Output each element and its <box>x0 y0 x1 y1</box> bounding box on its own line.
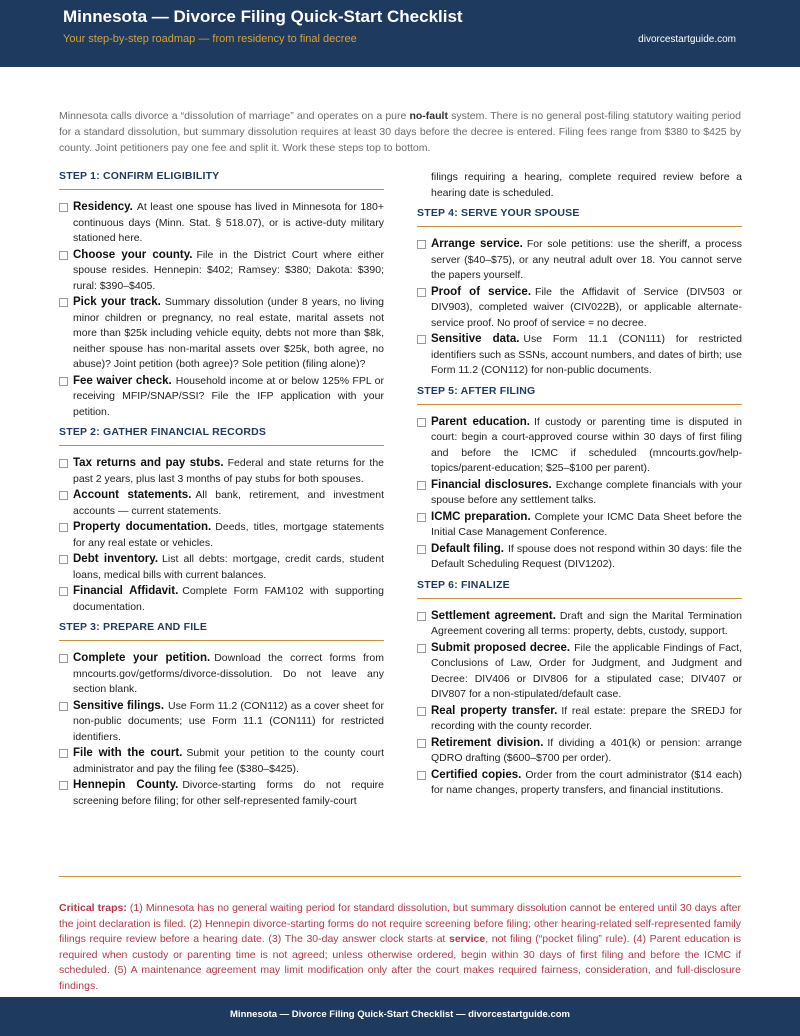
checklist-item <box>59 200 384 247</box>
item-text: If real estate: prepare the SREDJ for recording with the county recorder. <box>431 704 742 732</box>
checkbox[interactable] <box>417 644 426 653</box>
item-text: If spouse does not respond within 30 days: file the Default Scheduling Request (DIV1202). <box>431 542 742 570</box>
page-subtitle: Your step-by-step roadmap — from residency to final decree <box>63 33 357 45</box>
checkbox[interactable] <box>417 513 426 522</box>
item-lead: Pick your track. <box>73 296 161 308</box>
section-divider <box>59 876 741 877</box>
checklist-item <box>417 237 742 284</box>
item-lead: Fee waiver check. <box>73 374 172 387</box>
item-lead: Complete your petition. <box>73 652 211 664</box>
item-text: Order from the court administrator ($14 each) for name changes, property transfers, and financial institutions. <box>431 768 742 796</box>
item-lead: Debt inventory. <box>73 553 159 565</box>
item-text: Use Form 11.1 (CON111) for restricted identifiers such as SSNs, account numbers, and dates of birth; use Form 11.2 (CON112) for non-public documents. <box>431 333 742 376</box>
item-text: List all debts: mortgage, credit cards, student loans, medical bills with current balances. <box>73 553 384 581</box>
page-header <box>0 0 800 67</box>
checkbox[interactable] <box>59 654 68 663</box>
item-lead: ICMC preparation. <box>431 510 531 523</box>
checklist-item <box>59 374 384 421</box>
checkbox[interactable] <box>59 749 68 758</box>
checkbox[interactable] <box>59 377 68 386</box>
traps-emphasis: service <box>449 933 486 945</box>
checkbox[interactable] <box>417 545 426 554</box>
traps-text-2: , not filing (“pocket filing” rule). (4) Parent education is required when custody or parenting time is not agreed; unless otherwise ordered, begin within 30 days of first filing and before the ICMC if scheduled. (5) A maintenance agreement may limit modification only after the court makes required fairness, consideration, and full-disclosure findings. <box>59 933 741 992</box>
intro-text-1: Minnesota calls divorce a “dissolution of marriage” and operates on a pure <box>59 110 410 122</box>
step-5-title: STEP 5: AFTER FILING <box>417 385 742 405</box>
item-text: Federal and state returns for the past 2 years, plus last 3 months of pay stubs for both spouses. <box>73 457 384 485</box>
checklist-item <box>59 552 384 583</box>
checkbox[interactable] <box>59 251 68 260</box>
checkbox[interactable] <box>417 739 426 748</box>
traps-label: Critical traps: <box>59 902 127 914</box>
item-text: Draft and sign the Marital Termination Agreement covering all terms: property, debts, custody, support. <box>431 609 742 637</box>
checkbox[interactable] <box>59 702 68 711</box>
item-lead: Submit proposed decree. <box>431 641 571 654</box>
checklist-item <box>59 746 384 777</box>
right-column <box>417 170 742 800</box>
item-lead: Tax returns and pay stubs. <box>73 457 224 469</box>
checkbox[interactable] <box>59 491 68 500</box>
item-lead: Property documentation. <box>73 521 212 533</box>
checklist-item <box>59 520 384 551</box>
item-text: Download the correct forms from mncourts.gov/getforms/divorce-dissolution. Do not leave any section blank. <box>73 652 384 695</box>
item-text: Submit your petition to the county court administrator and pay the filing fee ($380–$425). <box>73 747 384 775</box>
item-lead: Financial disclosures. <box>431 478 552 491</box>
checklist-item <box>59 295 384 373</box>
checkbox[interactable] <box>417 481 426 490</box>
item-lead: Choose your county. <box>73 248 193 261</box>
step-1-title: STEP 1: CONFIRM ELIGIBILITY <box>59 170 384 190</box>
item-text: Household income at or below 125% FPL or receiving MFIP/SNAP/SSI? File the IFP application with your petition. <box>73 374 385 418</box>
item-text: File the Affidavit of Service (DIV503 or DIV903), completed waiver (CIV022B), or applicable alternate-service proof. No proof of service = no decree. <box>431 285 742 329</box>
step-6-title: STEP 6: FINALIZE <box>417 579 742 599</box>
checklist-item <box>417 478 742 509</box>
intro-paragraph <box>59 108 741 156</box>
item-lead: Residency. <box>73 201 133 213</box>
item-text: For sole petitions: use the sheriff, a process server ($40–$75), or any neutral adult over 18. You cannot serve the papers yourself. <box>431 238 742 281</box>
checklist-item <box>417 736 742 767</box>
checkbox[interactable] <box>417 707 426 716</box>
item-text: Summary dissolution (under 8 years, no living minor children or pregnancy, no real estate, marital assets not more than $25k including vehicle equity, debts not more than $8k, neither spouse has non-marital assets over $25k, both agree, no abuse)? Joint petition (both agree)? Sole petition (filing alone)? <box>73 296 385 370</box>
item-text: Complete Form FAM102 with supporting documentation. <box>73 585 384 613</box>
checklist-item <box>417 332 742 379</box>
checklist-item <box>417 285 742 332</box>
item-lead: Proof of service. <box>431 285 532 298</box>
page-footer <box>0 997 800 1036</box>
checklist-item <box>417 704 742 735</box>
critical-traps <box>59 901 741 994</box>
checkbox[interactable] <box>417 418 426 427</box>
item-text: At least one spouse has lived in Minnesota for 180+ continuous days (Minn. Stat. § 518.07), or is active-duty military stationed here. <box>73 201 384 244</box>
checkbox[interactable] <box>417 612 426 621</box>
item-text: File the applicable Findings of Fact, Conclusions of Law, Order for Judgment, and Judgment and Decree: DIV406 or DIV806 for a stipulated case; DIV407 or DIV807 for a non-stipulated/default case. <box>431 641 743 700</box>
checkbox[interactable] <box>417 288 426 297</box>
item-text: All bank, retirement, and investment accounts — current statements. <box>73 489 385 517</box>
checklist-item <box>417 609 742 640</box>
item-lead: Sensitive data. <box>431 333 520 345</box>
checklist-item <box>59 651 384 698</box>
intro-emphasis: no-fault <box>409 110 448 122</box>
item-text: Use Form 11.2 (CON112) as a cover sheet for non-public documents; use Form 11.1 (CON111) for restricted identifiers. <box>73 699 384 743</box>
checkbox[interactable] <box>59 298 68 307</box>
checkbox[interactable] <box>417 240 426 249</box>
checklist-item <box>59 699 384 746</box>
step-4-title: STEP 4: SERVE YOUR SPOUSE <box>417 207 742 227</box>
checkbox[interactable] <box>59 459 68 468</box>
continued-text: filings requiring a hearing, complete required review before a hearing date is scheduled. <box>431 171 742 199</box>
checklist-item <box>417 542 742 573</box>
item-text: If custody or parenting time is disputed in court: begin a court-approved course within 30 days of first filing and before the ICMC if scheduled (mncourts.gov/help-topics/parent-education; $25–$100 per parent). <box>431 415 742 474</box>
checkbox[interactable] <box>417 335 426 344</box>
left-column <box>59 170 384 810</box>
item-text: Deeds, titles, mortgage statements for any real estate or vehicles. <box>73 521 384 549</box>
item-text: If dividing a 401(k) or pension: arrange QDRO drafting ($600–$700 per order). <box>431 736 742 764</box>
item-text: Exchange complete financials with your spouse before any settlement talks. <box>431 478 743 506</box>
checklist-item <box>59 248 384 295</box>
page-title: Minnesota — Divorce Filing Quick-Start Checklist <box>63 7 463 26</box>
item-lead: Parent education. <box>431 415 530 428</box>
checklist-item <box>59 488 384 519</box>
footer-text: Minnesota — Divorce Filing Quick-Start Checklist — divorcestartguide.com <box>230 1009 570 1020</box>
item-lead: Financial Affidavit. <box>73 585 179 597</box>
item-lead: Certified copies. <box>431 768 522 781</box>
checkbox[interactable] <box>59 203 68 212</box>
traps-text-1: (1) Minnesota has no general waiting period for standard dissolution, but summary dissolution cannot be entered until 30 days after the joint declaration is filed. (2) Hennepin divorce-starting forms do not require screening before filing; other hearing-related self-represented family filings require review before a hearing date. (3) The 30-day answer clock starts at <box>59 902 741 945</box>
item-lead: Sensitive filings. <box>73 699 165 712</box>
item-lead: Account statements. <box>73 489 192 501</box>
item-lead: Default filing. <box>431 542 504 555</box>
checklist-item <box>417 641 742 703</box>
checkbox[interactable] <box>59 587 68 596</box>
item-lead: Arrange service. <box>431 238 523 250</box>
checklist-item <box>417 415 742 477</box>
item-lead: File with the court. <box>73 747 183 759</box>
item-lead: Retirement division. <box>431 736 544 749</box>
site-name: divorcestartguide.com <box>638 34 736 45</box>
checkbox[interactable] <box>59 781 68 790</box>
step-3-title: STEP 3: PREPARE AND FILE <box>59 621 384 641</box>
item-text: File in the District Court where either spouse resides. Hennepin: $402; Ramsey: $380; Dakota: $390; rural: $390–$405. <box>73 248 384 292</box>
item-text: Divorce-starting forms do not require screening before filing; for other self-represented family-court <box>73 779 384 807</box>
item-text: Complete your ICMC Data Sheet before the Initial Case Management Conference. <box>431 510 742 538</box>
item-lead: Settlement agreement. <box>431 609 556 622</box>
checkbox[interactable] <box>59 555 68 564</box>
checkbox[interactable] <box>417 771 426 780</box>
item-lead: Hennepin County. <box>73 779 179 791</box>
checklist-item <box>59 778 384 809</box>
checklist-item <box>59 584 384 615</box>
checklist-item <box>417 510 742 541</box>
checklist-item <box>417 768 742 799</box>
intro-text-2: system. There is no general post-filing statutory waiting period for a standard dissolution, but summary dissolution requires at least 30 days before the decree is entered. Filing fees range from $380 to $425 by county. Joint petitioners pay one fee and split it. Work these steps top to bottom. <box>59 110 741 154</box>
checkbox[interactable] <box>59 523 68 532</box>
item-lead: Real property transfer. <box>431 704 558 717</box>
checklist-item <box>59 456 384 487</box>
step-2-title: STEP 2: GATHER FINANCIAL RECORDS <box>59 426 384 446</box>
